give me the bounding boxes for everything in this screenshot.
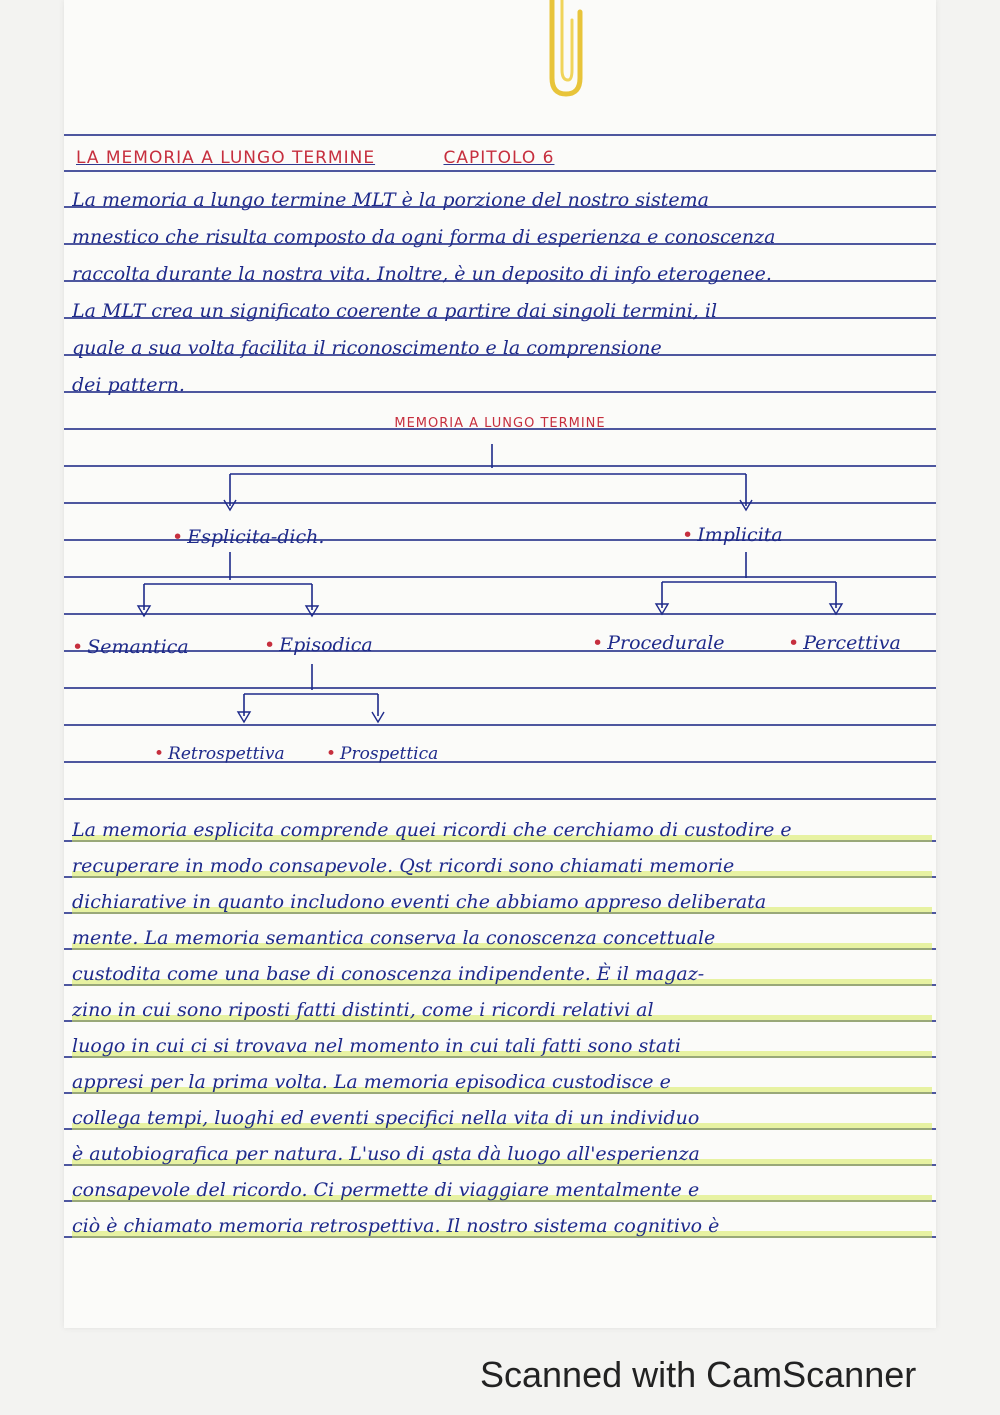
intro-line: raccolta durante la nostra vita. Inoltre, è un deposito di info eterogenee. [72,263,772,285]
node-procedural [592,632,725,654]
body-line: zino in cui sono riposti fatti distinti, come i ricordi relativi al [72,998,932,1022]
node-perceptive [788,632,901,654]
node-explicit [172,526,324,548]
node-label: Percettiva [803,632,901,654]
body-line: collega tempi, luoghi ed eventi specifici nella vita di un individuo [72,1106,932,1130]
bullet-icon: • [264,634,276,656]
chapter-label: CAPITOLO 6 [443,148,555,168]
body-line: luogo in cui ci si trovava nel momento in cui tali fatti sono stati [72,1034,932,1058]
node-episodic [264,634,373,656]
node-label: Implicita [697,524,783,546]
intro-line: dei pattern. [72,374,185,396]
bullet-icon: • [172,526,184,548]
node-retrospective [154,744,285,764]
scanner-watermark: Scanned with CamScanner [480,1354,917,1395]
notebook-page [64,0,936,1328]
node-semantic [72,636,189,658]
node-implicit [682,524,783,546]
node-label: Retrospettiva [168,744,285,764]
bullet-icon: • [682,524,694,546]
intro-line: La memoria a lungo termine MLT è la porzione del nostro sistema [72,189,710,211]
diagram-connectors [64,0,936,800]
node-label: Semantica [87,636,189,658]
bullet-icon: • [788,632,800,654]
body-line: ciò è chiamato memoria retrospettiva. Il nostro sistema cognitivo è [72,1214,932,1238]
bullet-icon: • [592,632,604,654]
node-prospective [326,744,438,764]
intro-line: La MLT crea un significato coerente a partire dai singoli termini, il [72,300,718,322]
node-label: Episodica [279,634,373,656]
body-line: è autobiografica per natura. L'uso di qsta dà luogo all'esperienza [72,1142,932,1166]
body-line: consapevole del ricordo. Ci permette di viaggiare mentalmente e [72,1178,932,1202]
body-line: appresi per la prima volta. La memoria episodica custodisce e [72,1070,932,1094]
intro-line: mnestico che risulta composto da ogni forma di esperienza e conoscenza [72,226,776,248]
node-label: Procedurale [607,632,725,654]
body-line: custodita come una base di conoscenza indipendente. È il magaz- [72,962,932,986]
node-label: Prospettica [340,744,439,764]
intro-line: quale a sua volta facilita il riconoscimento e la comprensione [72,337,662,359]
page-title: LA MEMORIA A LUNGO TERMINE [76,148,376,168]
bullet-icon: • [154,744,165,764]
bullet-icon: • [72,636,84,658]
bullet-icon: • [326,744,337,764]
body-line: recuperare in modo consapevole. Qst ricordi sono chiamati memorie [72,854,932,878]
body-line: La memoria esplicita comprende quei ricordi che cerchiamo di custodire e [72,818,932,842]
diagram-root: MEMORIA A LUNGO TERMINE [394,416,606,431]
node-label: Esplicita-dich. [187,526,325,548]
body-line: dichiarative in quanto includono eventi che abbiamo appreso deliberata [72,890,932,914]
body-line: mente. La memoria semantica conserva la conoscenza concettuale [72,926,932,950]
